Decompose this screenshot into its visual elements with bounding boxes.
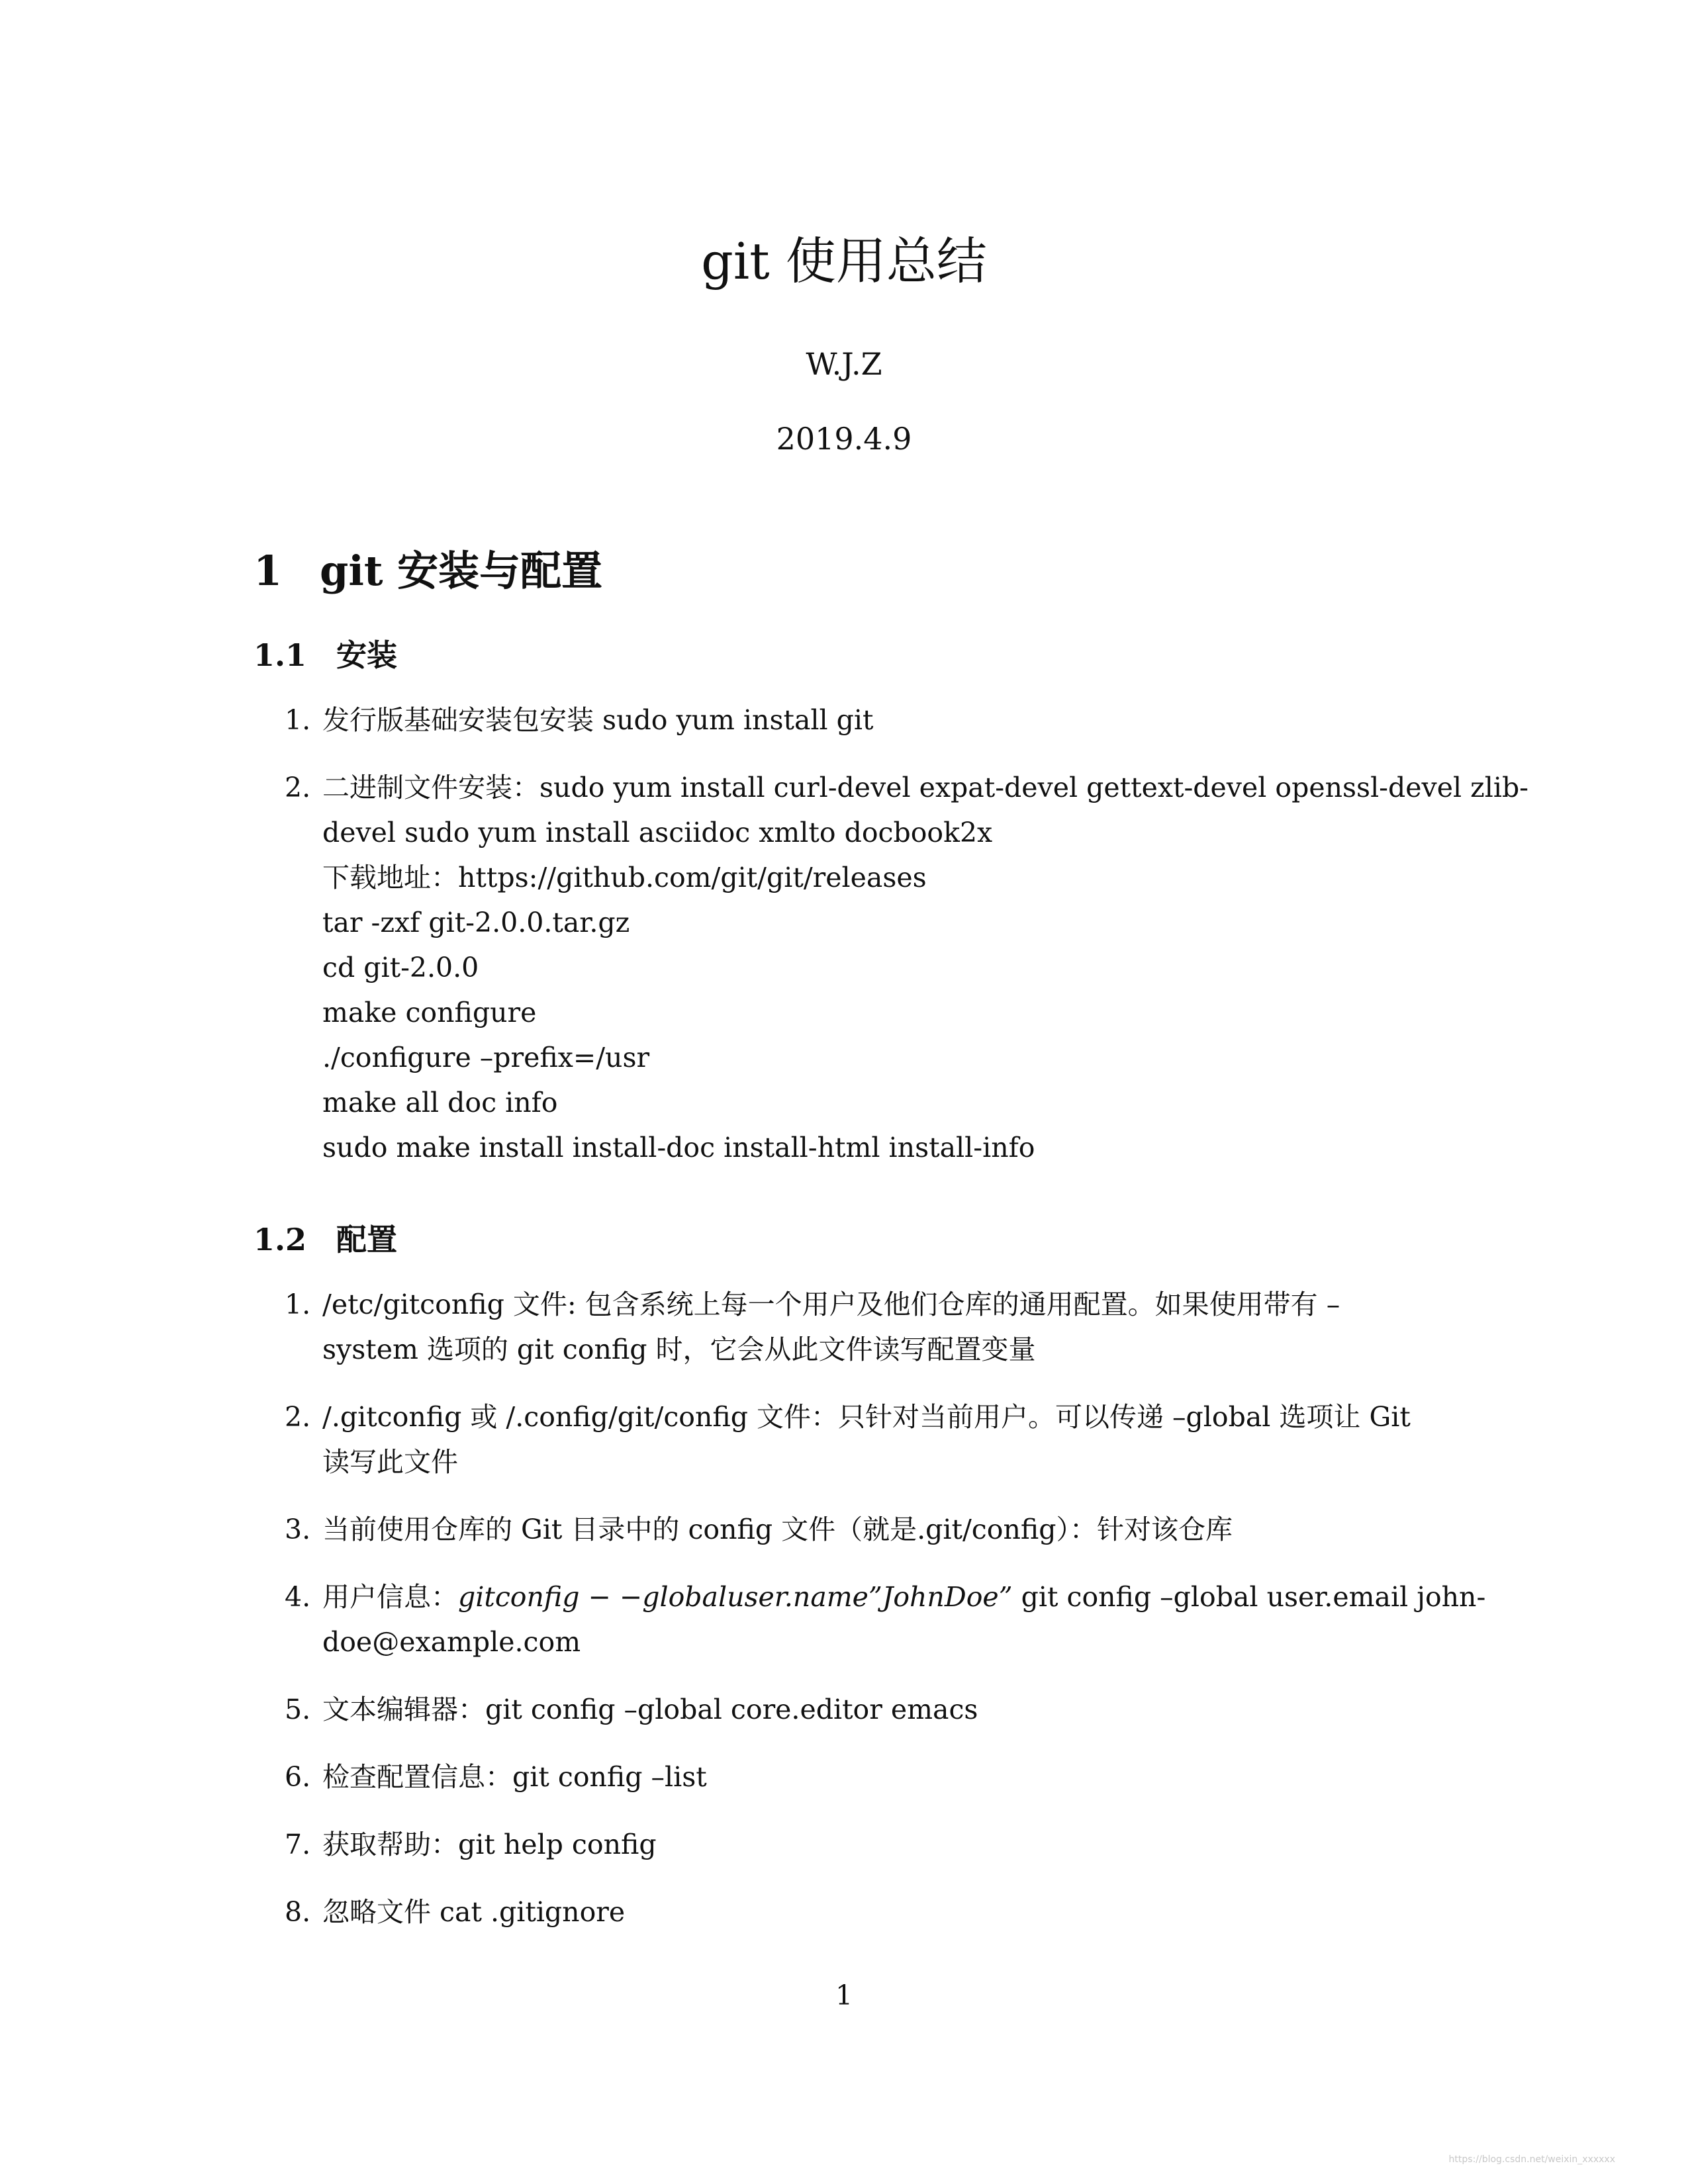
subsection-title: 配置	[336, 1222, 397, 1257]
subsection-number: 1.2	[254, 1222, 307, 1257]
list-item-text: 获取帮助：git help config	[322, 1829, 657, 1860]
list-item-text: 忽略文件 cat .gitignore	[322, 1896, 626, 1928]
list-item-text: system 选项的 git config 时，它会从此文件读写配置变量	[322, 1334, 1036, 1365]
list-item-text: ./configure –prefix=/usr	[322, 1042, 650, 1073]
list-item	[285, 1687, 1436, 1732]
user-email-command: git config –global user.email john-	[1012, 1581, 1486, 1613]
list-item-text: cd git-2.0.0	[322, 952, 479, 983]
user-info-label: 用户信息：	[322, 1581, 458, 1613]
section-heading-install-config	[254, 541, 602, 601]
list-item-text: /etc/gitconfig 文件: 包含系统上每一个用户及他们仓库的通用配置。如果使用带有 –	[322, 1289, 1340, 1320]
list-item-number: 5.	[285, 1694, 311, 1725]
document-date: 2019.4.9	[776, 421, 912, 457]
list-item	[285, 1889, 1436, 1934]
list-item-text: 发行版基础安装包安装 sudo yum install git	[322, 704, 874, 736]
list-item-number: 1.	[285, 704, 311, 736]
list-item-number: 8.	[285, 1896, 311, 1928]
list-item-text: 当前使用仓库的 Git 目录中的 config 文件（就是.git/config）：针对该仓库	[322, 1514, 1233, 1545]
list-item	[285, 1507, 1436, 1552]
list-item-number: 7.	[285, 1829, 311, 1860]
list-item-text: 下载地址：https://github.com/git/git/releases	[322, 862, 927, 893]
list-item	[285, 1822, 1436, 1867]
subsection-number: 1.1	[254, 637, 307, 673]
subsection-heading-install	[254, 632, 397, 678]
list-item-text: 文本编辑器：git config –global core.editor emacs	[322, 1694, 978, 1725]
section-number: 1	[254, 547, 283, 595]
list-item-text: /.gitconfig 或 /.config/git/config 文件：只针对当前用户。可以传递 –global 选项让 Git	[322, 1401, 1411, 1433]
list-item-text: tar -zxf git-2.0.0.tar.gz	[322, 907, 630, 938]
list-item-number: 2.	[285, 1401, 311, 1433]
list-item	[285, 1754, 1436, 1799]
list-item	[285, 698, 1436, 743]
math-expression: gitconfig − −globaluser.name”JohnDoe”	[458, 1581, 1013, 1613]
document-author: W.J.Z	[806, 346, 882, 382]
list-item-text: doe@example.com	[322, 1626, 581, 1658]
list-item-number: 1.	[285, 1289, 311, 1320]
list-item-number: 3.	[285, 1514, 311, 1545]
page-number: 1	[835, 1979, 853, 2011]
list-item	[285, 1574, 1486, 1664]
list-item	[285, 1282, 1436, 1372]
list-item-text: make all doc info	[322, 1087, 558, 1118]
list-item-text: 二进制文件安装：sudo yum install curl-devel expat-devel gettext-devel openssl-devel zlib-	[322, 772, 1529, 803]
list-item-number: 2.	[285, 772, 311, 803]
watermark-text: https://blog.csdn.net/weixin_xxxxxx	[1448, 2154, 1615, 2165]
list-item-text: devel sudo yum install asciidoc xmlto docbook2x	[322, 817, 993, 848]
section-title: git 安装与配置	[320, 547, 603, 595]
list-item-text: make configure	[322, 997, 537, 1028]
subsection-title: 安装	[336, 637, 397, 673]
document-title: git 使用总结	[701, 232, 987, 291]
list-item-text: 读写此文件	[322, 1446, 458, 1478]
list-item-number: 4.	[285, 1581, 311, 1613]
list-item-number: 6.	[285, 1761, 311, 1793]
list-item	[285, 765, 1529, 1170]
subsection-heading-config	[254, 1216, 397, 1263]
list-item-text: sudo make install install-doc install-html install-info	[322, 1132, 1035, 1163]
list-item-text: 检查配置信息：git config –list	[322, 1761, 707, 1793]
list-item-text	[322, 1574, 1486, 1619]
list-item	[285, 1394, 1436, 1484]
